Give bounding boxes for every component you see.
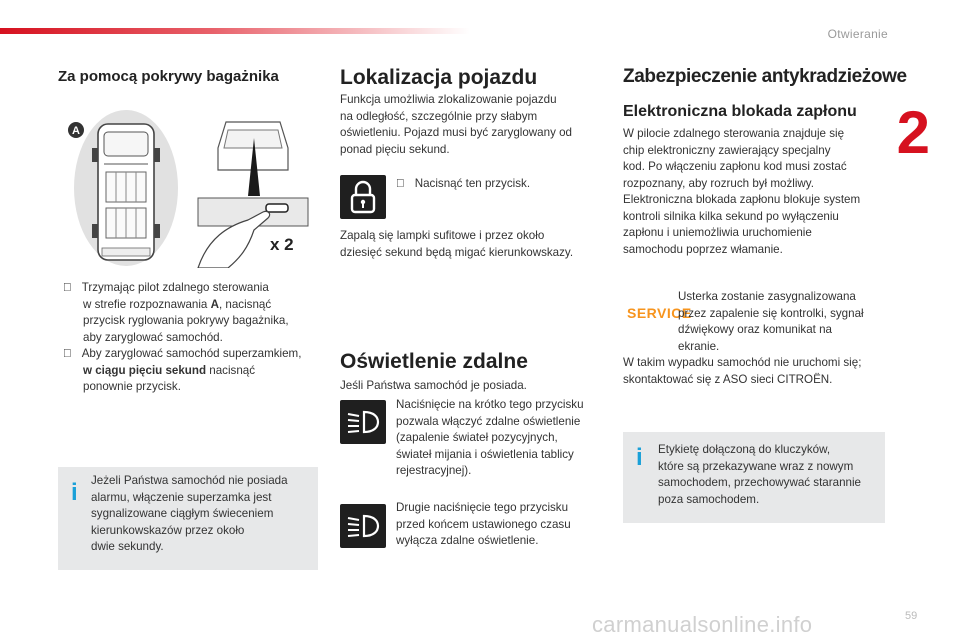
section-title-locate: Lokalizacja pojazdu <box>340 66 538 89</box>
locate-result: Zapalą się lampki sufitowe i przez około dziesięć sekund będą migać kierunkowskazy. <box>340 229 574 259</box>
info-icon: i <box>71 479 78 506</box>
info-line: alarmu, włączenie superzamka jest <box>91 490 272 504</box>
top-accent-bar <box>0 28 470 34</box>
padlock-icon <box>340 175 386 219</box>
section-title-antitheft: Zabezpieczenie antykradzieżowe <box>623 66 907 87</box>
zone-a-label: A <box>72 125 80 137</box>
bullet-2-line-1: Aby zaryglować samochód superzamkiem, <box>81 347 302 360</box>
tailgate-instructions <box>63 280 323 396</box>
locate-description: Funkcja umożliwia zlokalizowanie pojazdu na odległość, szczególnie przy słabym oświetleniu. Pojazd musi być zaryglowany od ponad pięciu sekund. <box>340 93 572 156</box>
bullet-1-line-2: w strefie rozpoznawania A, nacisnąć <box>83 297 272 311</box>
info-line: które są przekazywane wraz z nowym <box>658 459 854 473</box>
section-title-remote-lighting: Oświetlenie zdalne <box>340 350 528 373</box>
headlamp-button-icon-2 <box>340 504 386 548</box>
lighting-off-description: Drugie naciśnięcie tego przycisku przed końcem ustawionego czasu wyłącza zdalne oświetlenie. <box>396 501 571 547</box>
press-twice-label: x 2 <box>270 235 294 254</box>
bullet-2-line-2: w ciągu pięciu sekund nacisnąć <box>83 363 256 377</box>
headlamp-icon <box>340 400 386 444</box>
service-warning-text: Usterka zostanie zasygnalizowana przez zapalenie się kontrolki, sygnał dźwiękowy oraz komunikat na ekranie. <box>678 290 864 353</box>
chapter-number: 2 <box>896 99 930 166</box>
lighting-on-description: Naciśnięcie na krótko tego przycisku pozwala włączyć zdalne oświetlenie (zapalenie świateł pozycyjnych, świateł mijania i oświetlenia tablicy rejestracyjnej). <box>396 398 584 477</box>
lock-instruction: Nacisnąć ten przycisk. <box>414 177 531 190</box>
page-number: 59 <box>905 610 918 622</box>
info-box-superlock <box>58 467 318 570</box>
section-title-tailgate: Za pomocą pokrywy bagażnika <box>58 68 279 85</box>
info-line: Etykietę dołączoną do kluczyków, <box>658 443 831 456</box>
info-line: Jeżeli Państwa samochód nie posiada <box>91 474 288 487</box>
lock-button-icon <box>340 175 386 219</box>
info-icon: i <box>636 444 643 471</box>
headlamp-icon <box>340 504 386 548</box>
remote-lighting-availability: Jeśli Państwa samochód je posiada. <box>340 379 527 392</box>
info-line: kierunkowskazów przez około <box>91 523 245 537</box>
bullet-1-line-4: aby zaryglować samochód. <box>83 330 223 344</box>
headlamp-button-icon-1 <box>340 400 386 444</box>
info-line: samochodem, przechowywać starannie <box>658 476 861 489</box>
service-warning-icon: SERVICE <box>627 305 692 321</box>
bullet-2-line-3: ponownie przycisk. <box>83 380 181 393</box>
info-line: dwie sekundy. <box>91 540 164 553</box>
section-name: Otwieranie <box>827 27 888 41</box>
info-line: poza samochodem. <box>658 492 760 506</box>
bullet-1-line-1: Trzymając pilot zdalnego sterowania <box>81 281 269 294</box>
info-box-label <box>623 432 885 523</box>
watermark: carmanualsonline.info <box>592 612 813 637</box>
info-line: sygnalizowane ciągłym świeceniem <box>91 507 274 520</box>
tailgate-illustration <box>58 108 316 268</box>
subtitle-immobiliser: Elektroniczna blokada zapłonu <box>623 103 857 120</box>
service-contact-text: W takim wypadku samochód nie uruchomi się; skontaktować się z ASO sieci CITROËN. <box>623 356 862 386</box>
immobiliser-description: W pilocie zdalnego sterowania znajduje się chip elektroniczny zawierający specjalny kod. Po włączeniu zapłonu kod musi zostać rozpoznany, aby rozruch był możliwy. Elektroniczna blokada zapłonu blokuje system kontroli silnika kilka sekund po wyłączeniu zapłonu i uniemożliwia uruchomienie samochodu poprzez włamanie. <box>623 127 861 256</box>
bullet-1-line-3: przycisk ryglowania pokrywy bagażnika, <box>83 314 289 327</box>
